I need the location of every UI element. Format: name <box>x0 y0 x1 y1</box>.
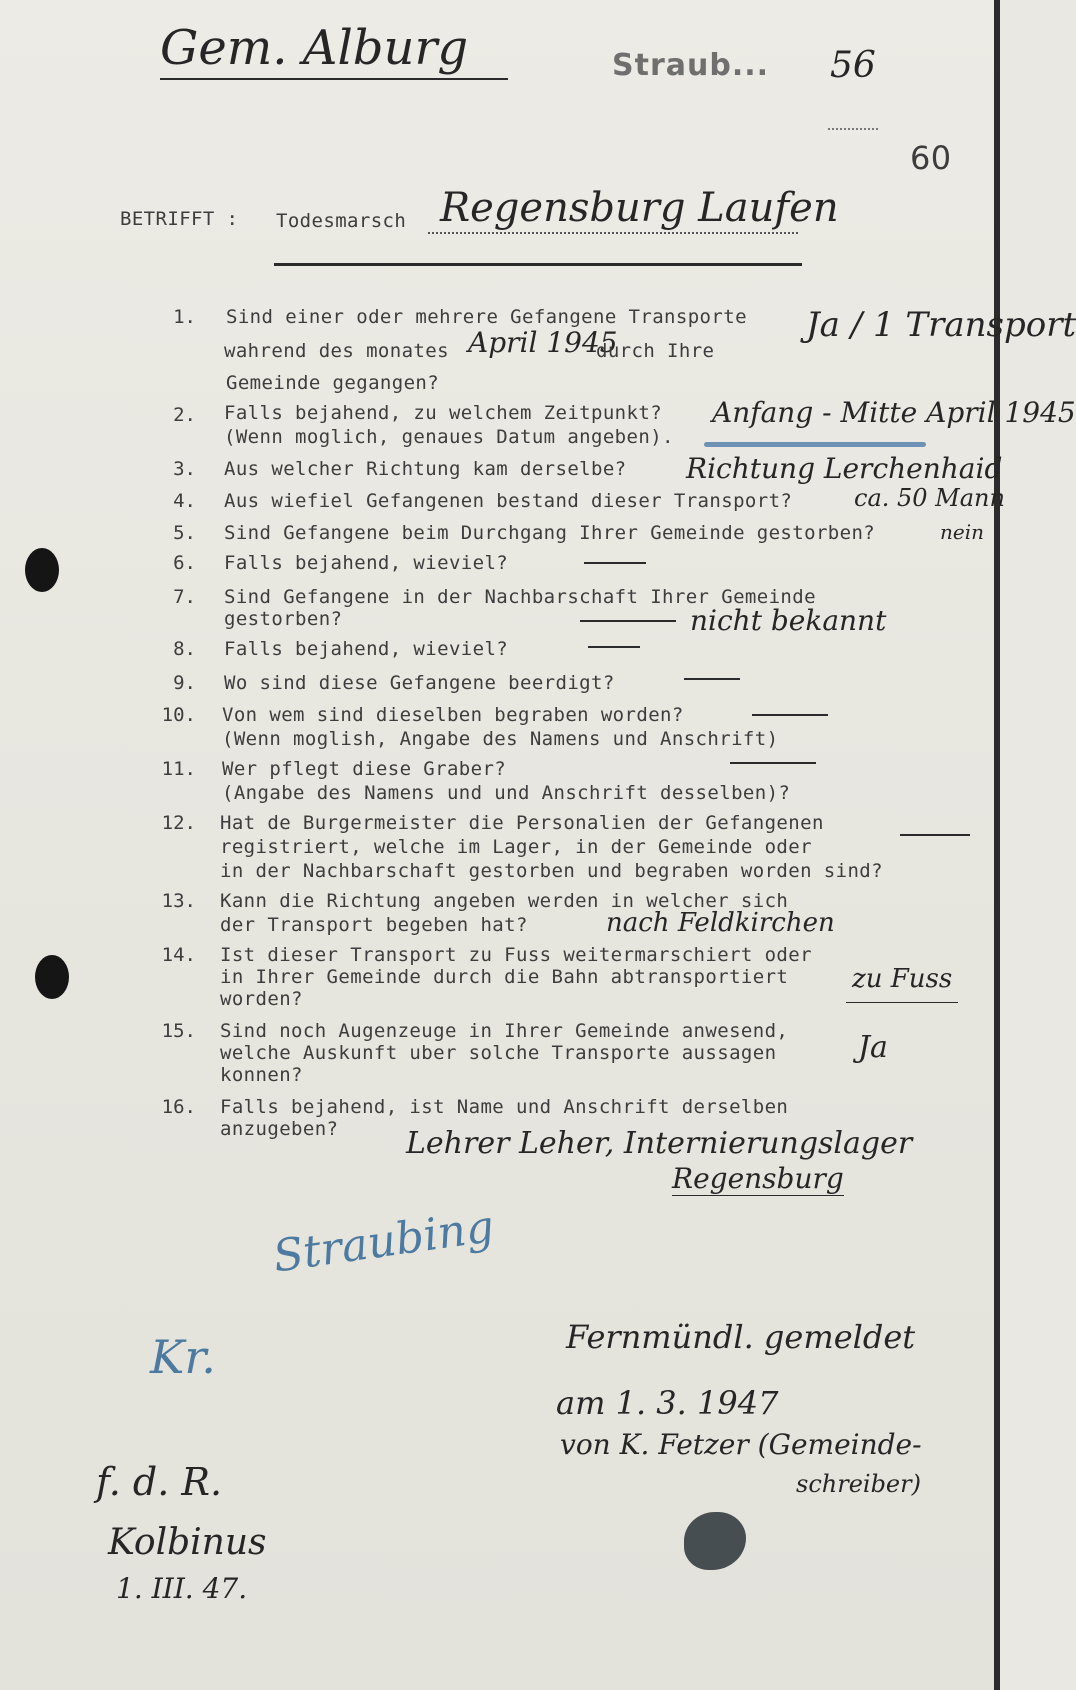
page-edge <box>994 0 1000 1690</box>
question-number: 12. <box>161 812 196 834</box>
question-number: 11. <box>161 758 196 780</box>
question-number: 13. <box>161 890 196 912</box>
question-text: Wer pflegt diese Graber? <box>222 758 507 780</box>
question-text: in Ihrer Gemeinde durch die Bahn abtransportiert <box>220 966 789 988</box>
question-number: 1. <box>173 306 196 328</box>
question-text: (Wenn moglish, Angabe des Namens und Anschrift) <box>222 728 779 750</box>
blue-pencil-initials: Kr. <box>150 1330 216 1384</box>
question-number: 4. <box>173 490 196 512</box>
answer-handwritten: zu Fuss <box>852 964 953 994</box>
question-text: der Transport begeben hat? <box>220 914 528 936</box>
struck-answer <box>580 620 676 622</box>
question-text: registriert, welche im Lager, in der Gemeinde oder <box>220 836 812 858</box>
answer-handwritten: Richtung Lerchenhaid <box>686 452 1003 485</box>
question-number: 2. <box>173 404 196 426</box>
question-text: Von wem sind dieselben begraben worden? <box>222 704 684 726</box>
answer-dash <box>730 762 816 764</box>
question-number: 14. <box>161 944 196 966</box>
question-text: Hat de Burgermeister die Personalien der Gefangenen <box>220 812 824 834</box>
question-text: Aus wiefiel Gefangenen bestand dieser Transport? <box>224 490 793 512</box>
betrifft-handwritten-value: Regensburg Laufen <box>440 185 839 231</box>
question-text: Sind Gefangene in der Nachbarschaft Ihrer Gemeinde <box>224 586 816 608</box>
question-number: 5. <box>173 522 196 544</box>
answer-handwritten: nach Feldkirchen <box>606 908 835 938</box>
question-text: (Wenn moglich, genaues Datum angeben). <box>224 426 674 448</box>
question-text: konnen? <box>220 1064 303 1086</box>
ink-blot <box>684 1512 746 1570</box>
question-text: Sind einer oder mehrere Gefangene Transporte <box>226 306 747 328</box>
signature-line: 1. III. 47. <box>116 1572 248 1605</box>
question-text: anzugeben? <box>220 1118 339 1140</box>
question-text: Aus welcher Richtung kam derselbe? <box>224 458 627 480</box>
question-text: Gemeinde gegangen? <box>226 372 440 394</box>
header-rule <box>274 263 802 266</box>
answer-handwritten: Lehrer Leher, Internierungslager <box>406 1126 913 1161</box>
answer-dash <box>588 646 640 648</box>
question-number: 8. <box>173 638 196 660</box>
answer-handwritten: Regensburg <box>672 1162 844 1195</box>
answer-dash <box>684 678 740 680</box>
answer-handwritten: nicht bekannt <box>690 604 887 637</box>
question-number: 16. <box>161 1096 196 1118</box>
question-number: 15. <box>161 1020 196 1042</box>
signature-line: Kolbinus <box>108 1522 267 1563</box>
blue-pencil-underline <box>704 442 926 447</box>
question-text: Falls bejahend, zu welchem Zeitpunkt? <box>224 402 663 424</box>
question-text: Ist dieser Transport zu Fuss weitermarschiert oder <box>220 944 812 966</box>
betrifft-text: Todesmarsch <box>276 210 407 232</box>
question-number: 10. <box>161 704 196 726</box>
betrifft-dotted-line <box>428 232 798 234</box>
question-text: (Angabe des Namens und und Anschrift desselben)? <box>222 782 791 804</box>
question-text: welche Auskunft uber solche Transporte aussagen <box>220 1042 777 1064</box>
question-text: wahrend des monates <box>224 340 449 362</box>
answer-handwritten: Ja / 1 Transport <box>806 305 1076 345</box>
punch-hole-top <box>25 548 59 592</box>
answer-dash <box>584 562 646 564</box>
betrifft-label: BETRIFFT : <box>120 208 239 230</box>
question-text: Wo sind diese Gefangene beerdigt? <box>224 672 615 694</box>
blue-pencil-straubing: Straubing <box>270 1201 498 1283</box>
answer-handwritten: Anfang - Mitte April 1945 <box>712 396 1076 429</box>
note-line: von K. Fetzer (Gemeinde- <box>560 1428 922 1461</box>
question-text: worden? <box>220 988 303 1010</box>
question-text: durch Ihre <box>596 340 715 362</box>
question-text: Sind Gefangene beim Durchgang Ihrer Gemeinde gestorben? <box>224 522 876 544</box>
answer-dash <box>752 714 828 716</box>
stamp-straubing-gray: Straub... <box>612 48 770 83</box>
question-text: Sind noch Augenzeuge in Ihrer Gemeinde anwesend, <box>220 1020 789 1042</box>
question-text: Kann die Richtung angeben werden in welcher sich <box>220 890 789 912</box>
answer-handwritten: April 1945 <box>468 326 618 359</box>
question-text: in der Nachbarschaft gestorben und begraben worden sind? <box>220 860 883 882</box>
note-line: am 1. 3. 1947 <box>556 1384 779 1422</box>
question-text: Falls bejahend, wieviel? <box>224 552 509 574</box>
answer-dash <box>900 834 970 836</box>
answer-handwritten: Ja <box>858 1030 888 1065</box>
question-number: 7. <box>173 586 196 608</box>
note-line: schreiber) <box>796 1470 921 1498</box>
answer-handwritten: nein <box>940 520 984 544</box>
gemeinde-handwritten: Gem. Alburg <box>160 18 508 80</box>
dotted-mark <box>828 128 878 130</box>
question-text: Falls bejahend, ist Name und Anschrift derselben <box>220 1096 789 1118</box>
page-number: 60 <box>910 139 952 177</box>
question-text: Falls bejahend, wieviel? <box>224 638 509 660</box>
note-line: Fernmündl. gemeldet <box>566 1318 916 1356</box>
answer-underline <box>846 1002 958 1003</box>
question-text: gestorben? <box>224 608 343 630</box>
answer-handwritten: ca. 50 Mann <box>854 484 1005 512</box>
question-number: 6. <box>173 552 196 574</box>
punch-hole-bottom <box>35 955 69 999</box>
mark-top-number: 56 <box>830 45 876 86</box>
question-number: 3. <box>173 458 196 480</box>
signature-line: f. d. R. <box>96 1460 223 1504</box>
question-number: 9. <box>173 672 196 694</box>
